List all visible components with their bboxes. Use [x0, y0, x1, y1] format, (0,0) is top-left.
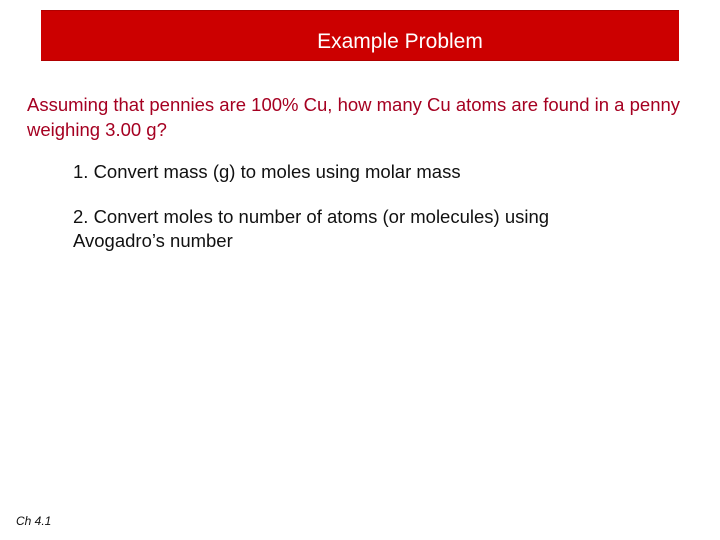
step-2: 2. Convert moles to number of atoms (or molecules) using Avogadro’s number [73, 206, 550, 251]
slide-title: Example Problem [317, 30, 483, 53]
chapter-label: Ch 4.1 [16, 514, 52, 528]
title-bar [41, 10, 679, 61]
step-1: 1. Convert mass (g) to moles using molar mass [73, 161, 461, 182]
problem-question: Assuming that pennies are 100% Cu, how many Cu atoms are found in a penny weighing 3.00 g? [27, 94, 681, 140]
